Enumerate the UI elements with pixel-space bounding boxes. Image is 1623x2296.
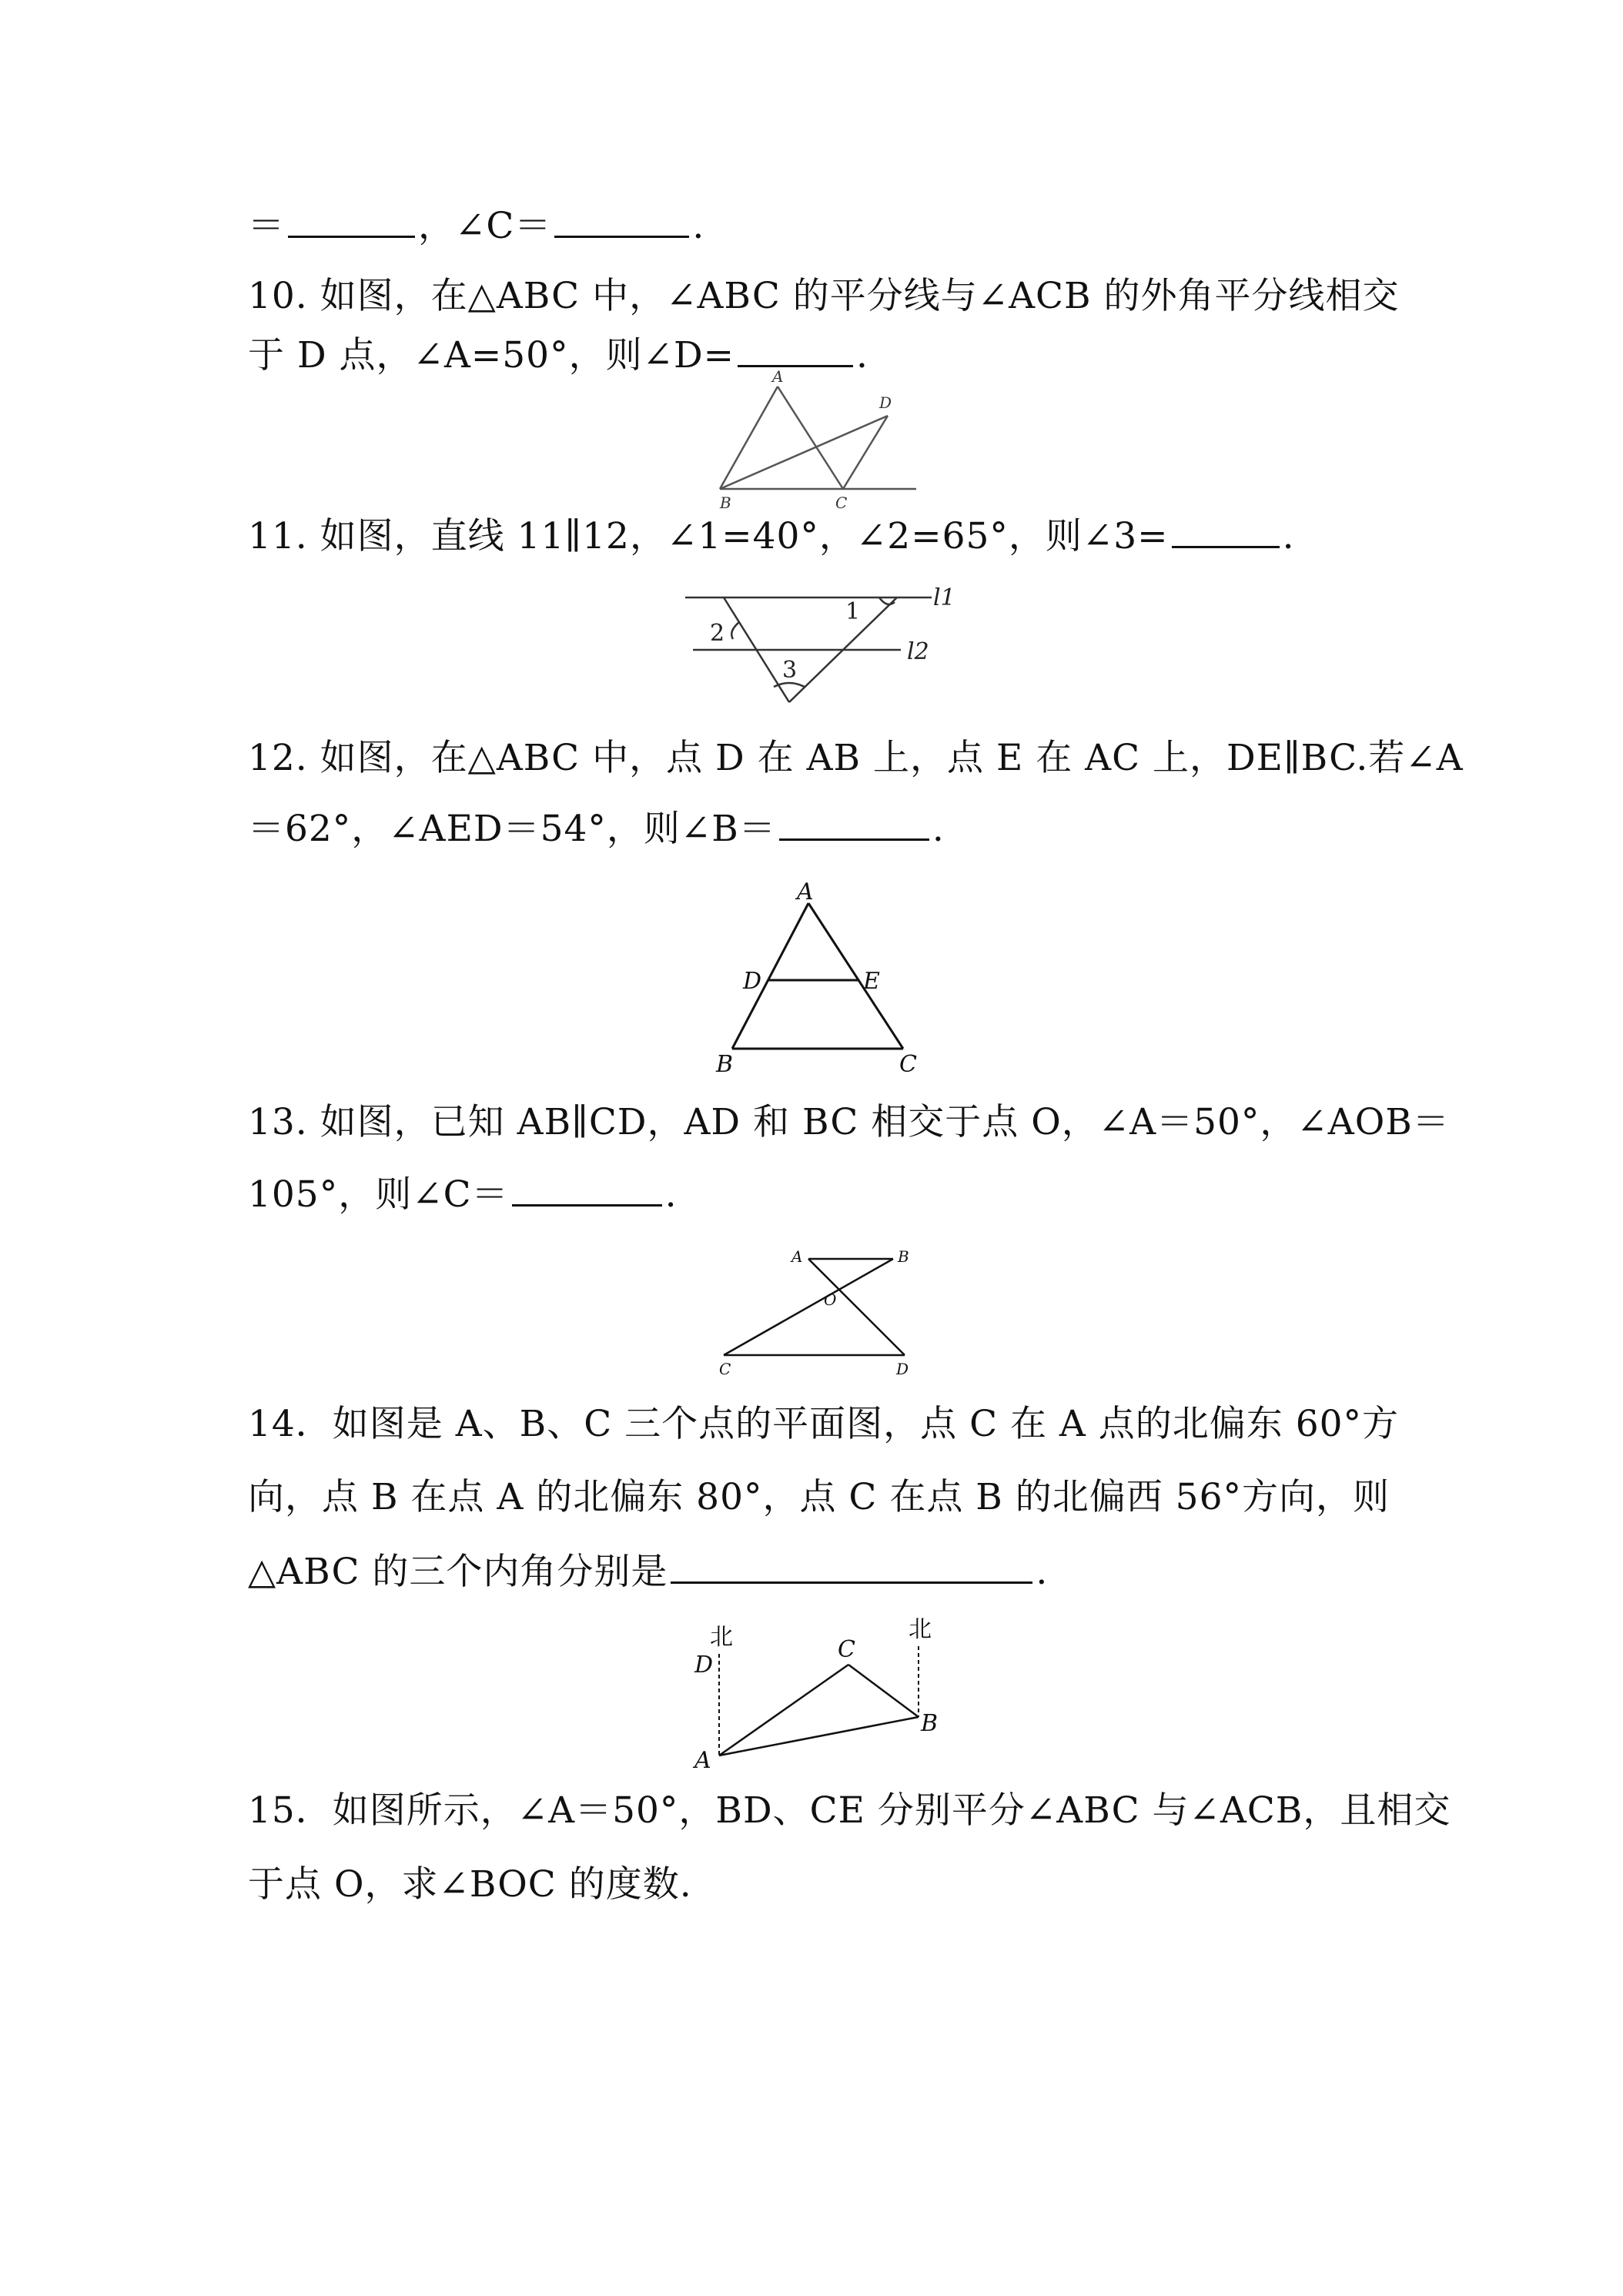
label-d: D [743,968,762,995]
label-d: D [879,393,892,412]
figure-q13 [708,1243,924,1378]
q12-line-2 [248,805,945,852]
text: . [856,334,868,377]
text: 于 D 点，∠A=50°，则∠D= [248,334,735,377]
q12-line-1: 12. 如图，在△ABC 中，点 D 在 AB 上，点 E 在 AC 上，DE∥BC.若∠A [248,737,1464,779]
segment-cb [848,1665,919,1717]
label-a: A [694,1747,711,1774]
q13-line-1: 13. 如图，已知 AB∥CD，AD 和 BC 相交于点 O，∠A＝50°，∠AOB＝ [248,1101,1450,1143]
label-b: B [720,494,731,512]
segment-ad [808,1259,905,1355]
figure-q12 [704,878,935,1078]
bisector-cd [843,416,888,489]
figure-q11 [678,579,970,710]
text: ，∠C＝ [418,205,552,247]
label-a: A [791,1247,803,1266]
label-a: A [797,879,814,905]
label-d: D [896,1360,909,1378]
q9-answer-line [248,202,704,249]
text: ＝62°，∠AED＝54°，则∠B＝ [248,808,776,850]
label-l1: l1 [933,584,955,611]
side-ac [778,387,843,489]
text: . [1282,515,1295,557]
text: . [1036,1551,1049,1593]
label-d: D [694,1652,714,1678]
text: ＝ [248,205,285,247]
label-e: E [863,968,880,995]
label-b: B [921,1710,939,1737]
side-ac [808,903,903,1049]
angle2-arc [731,622,739,639]
label-b: B [898,1247,909,1266]
label-b: B [716,1051,734,1078]
side-ab [720,387,778,489]
answer-blank[interactable] [1172,512,1280,548]
label-c: C [719,1360,731,1378]
q14-line-2: 向，点 B 在点 A 的北偏东 80°，点 C 在点 B 的北偏西 56°方向，则 [248,1476,1390,1518]
answer-blank[interactable] [288,202,415,238]
q15-line-2: 于点 O，求∠BOC 的度数. [248,1863,692,1906]
label-1: 1 [845,598,861,625]
text: . [932,808,945,850]
text: 11. 如图，直线 11∥12，∠1=40°，∠2=65°，则∠3= [248,515,1169,557]
q15-line-1: 15．如图所示，∠A＝50°，BD、CE 分别平分∠ABC 与∠ACB，且相交 [248,1789,1451,1832]
answer-blank[interactable] [554,202,689,238]
answer-blank[interactable] [738,331,853,367]
q14-line-1: 14．如图是 A、B、C 三个点的平面图，点 C 在 A 点的北偏东 60°方 [248,1403,1400,1445]
segment-ab [719,1717,919,1755]
text: △ABC 的三个内角分别是 [248,1551,668,1593]
text: 105°，则∠C＝ [248,1173,509,1216]
segment-ac [719,1665,848,1755]
label-a: A [772,367,784,386]
label-c: C [838,1636,855,1663]
label-north-b: 北 [909,1616,932,1643]
text: . [692,205,705,247]
label-north-a: 北 [710,1624,733,1651]
q14-line-3 [248,1548,1048,1595]
answer-blank[interactable] [671,1548,1032,1584]
q11-line [248,512,1295,560]
label-c: C [899,1051,917,1078]
label-2: 2 [710,620,725,647]
figure-q14 [685,1616,955,1774]
label-3: 3 [782,657,798,684]
answer-blank[interactable] [512,1170,662,1207]
segment-bc [724,1259,893,1355]
label-o: O [824,1290,837,1309]
q13-line-2 [248,1170,678,1218]
figure-q10 [708,367,924,512]
q10-line-1: 10. 如图，在△ABC 中，∠ABC 的平分线与∠ACB 的外角平分线相交 [248,275,1400,317]
label-l2: l2 [907,638,929,665]
label-c: C [835,494,848,512]
answer-blank[interactable] [779,805,929,841]
text: . [664,1173,678,1216]
